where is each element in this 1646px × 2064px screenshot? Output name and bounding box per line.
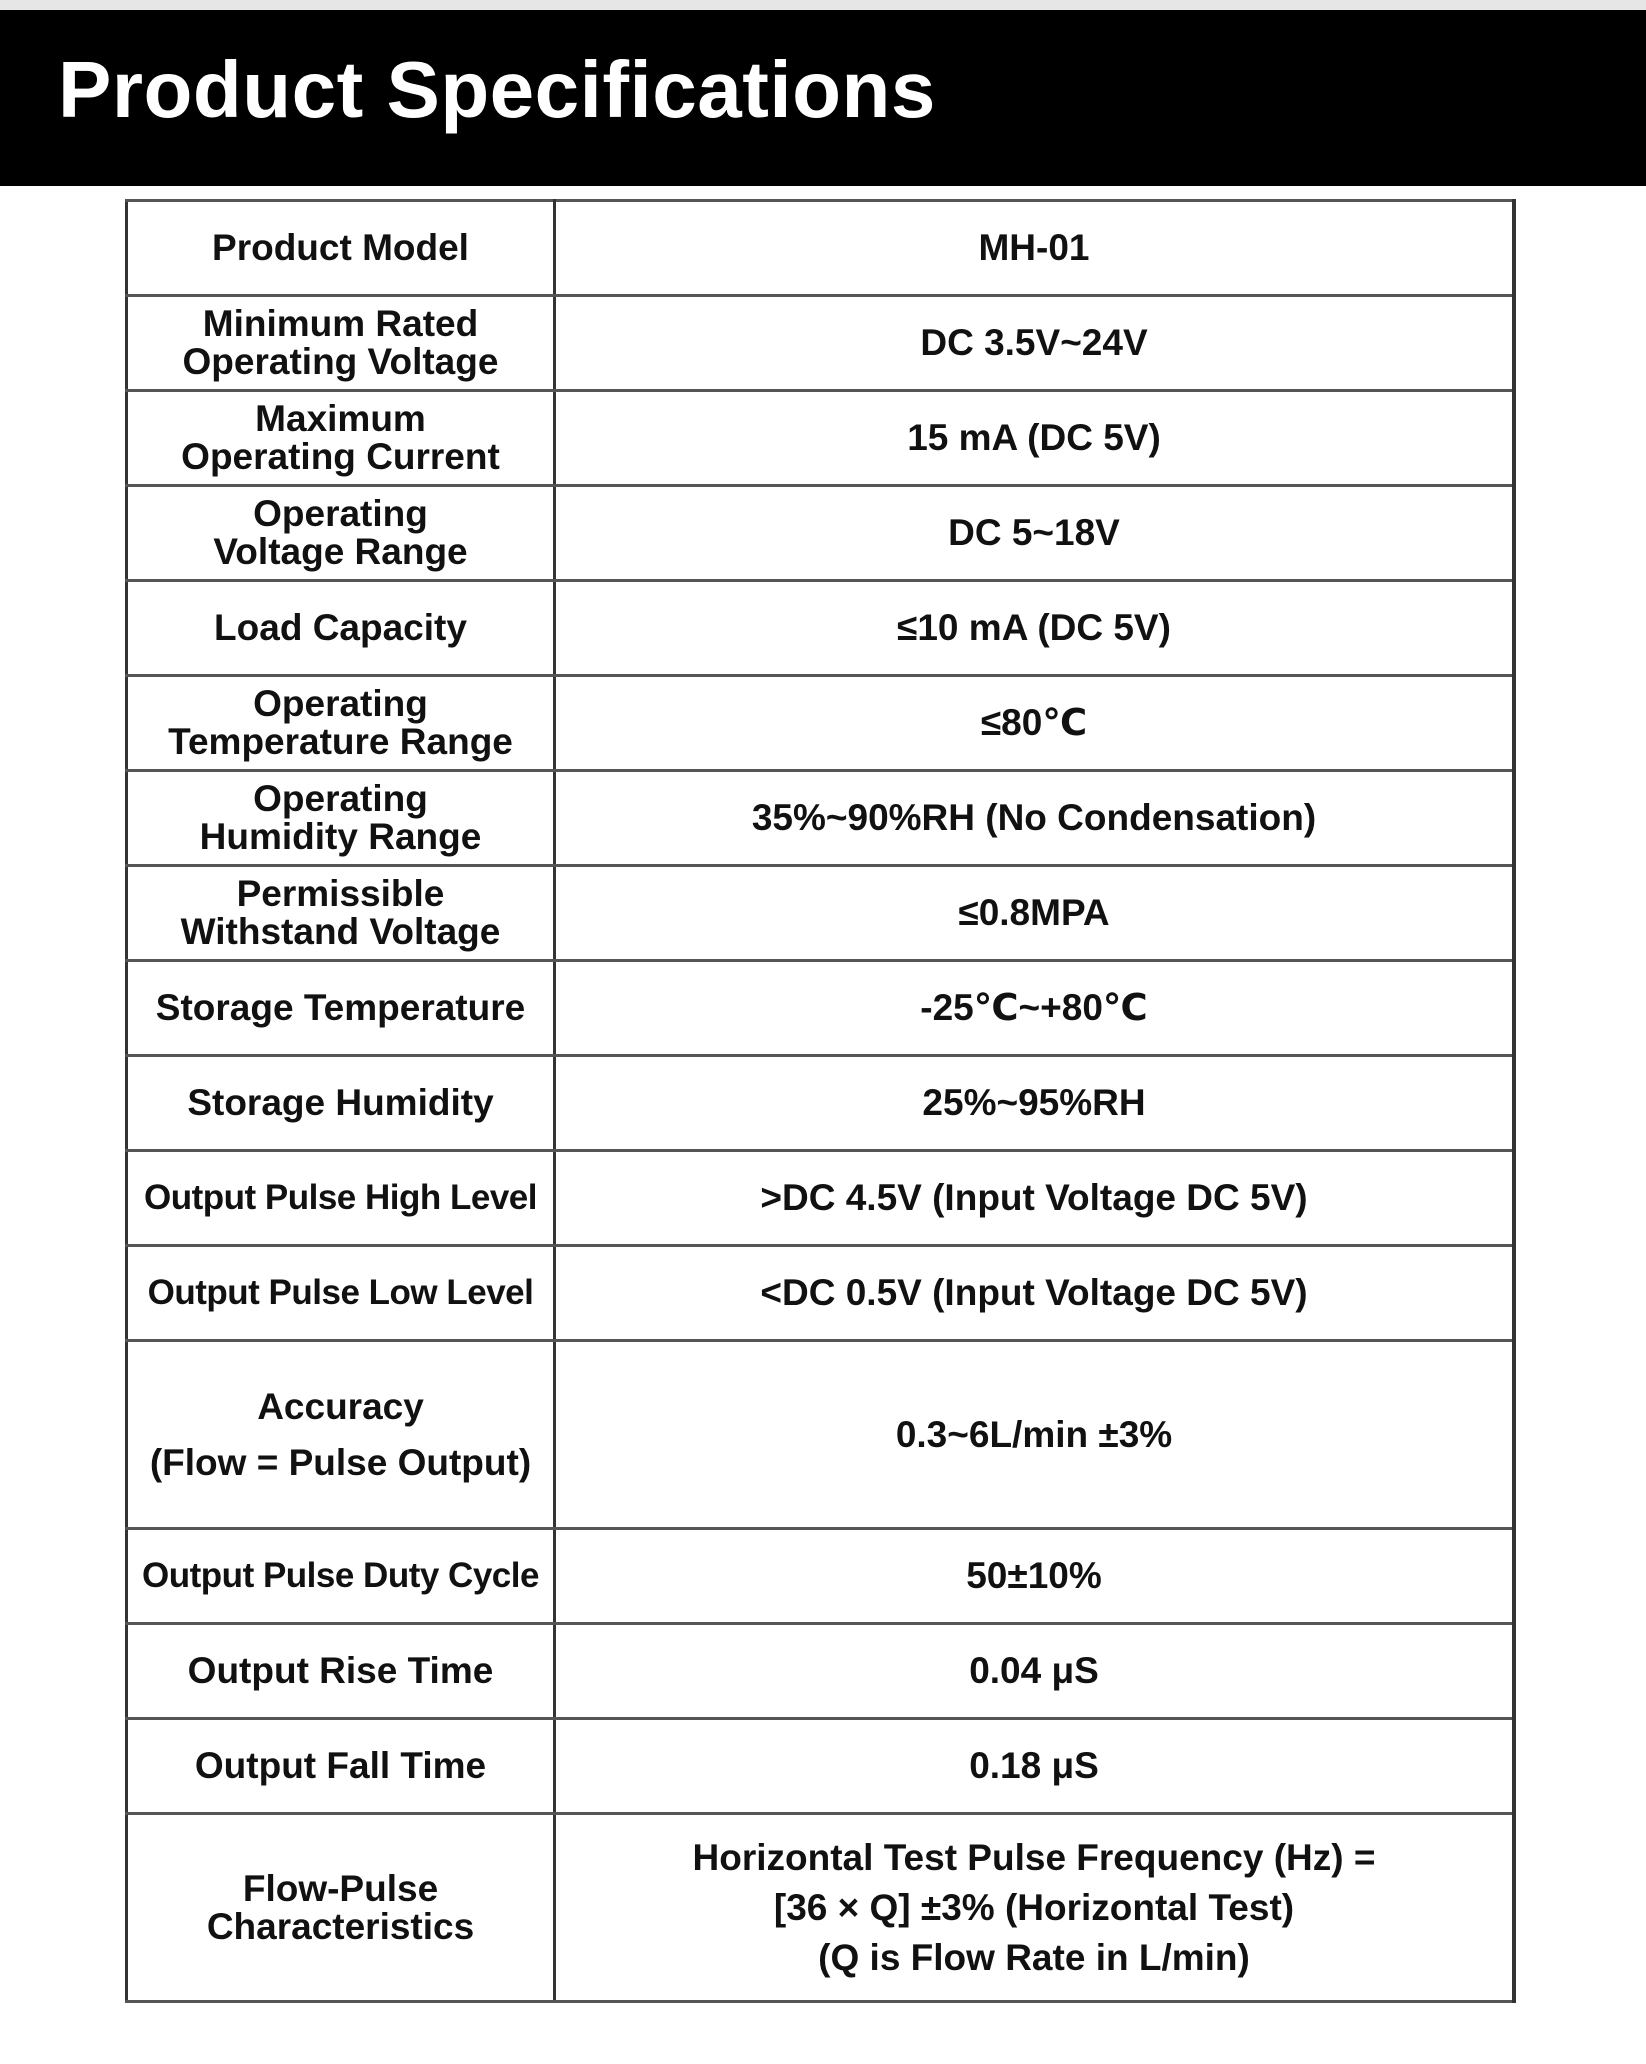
spec-table [125, 199, 1516, 2003]
table-row [127, 1814, 1515, 2002]
spec-value: 15 mA (DC 5V) [555, 391, 1515, 486]
spec-label: Operating Humidity Range [127, 771, 555, 866]
page-title: Product Specifications [58, 45, 936, 134]
spec-label: Maximum Operating Current [127, 391, 555, 486]
table-row [127, 1246, 1515, 1341]
spec-label: Load Capacity [127, 581, 555, 676]
spec-value: ≤80℃ [555, 676, 1515, 771]
table-row [127, 1529, 1515, 1624]
spec-value: -25℃~+80℃ [555, 961, 1515, 1056]
spec-value: DC 3.5V~24V [555, 296, 1515, 391]
table-row [127, 1341, 1515, 1529]
table-row [127, 1719, 1515, 1814]
spec-label: Flow-Pulse Characteristics [127, 1814, 555, 2002]
table-row [127, 961, 1515, 1056]
spec-value: 35%~90%RH (No Condensation) [555, 771, 1515, 866]
table-row [127, 486, 1515, 581]
spec-value: 50±10% [555, 1529, 1515, 1624]
spec-label: Permissible Withstand Voltage [127, 866, 555, 961]
spec-value: ≤10 mA (DC 5V) [555, 581, 1515, 676]
table-row [127, 866, 1515, 961]
spec-value: 0.04 μS [555, 1624, 1515, 1719]
top-strip [0, 0, 1646, 10]
spec-label: Output Pulse Low Level [127, 1246, 555, 1341]
spec-label: Product Model [127, 201, 555, 296]
table-row [127, 676, 1515, 771]
spec-value: Horizontal Test Pulse Frequency (Hz) = [36 × Q] ±3% (Horizontal Test) (Q is Flow Rate in L/min) [555, 1814, 1515, 2002]
table-row [127, 771, 1515, 866]
spec-label: Storage Temperature [127, 961, 555, 1056]
spec-label: Storage Humidity [127, 1056, 555, 1151]
spec-label: Output Rise Time [127, 1624, 555, 1719]
table-row [127, 201, 1515, 296]
spec-label: Operating Temperature Range [127, 676, 555, 771]
spec-label: Output Pulse Duty Cycle [127, 1529, 555, 1624]
spec-value: 0.3~6L/min ±3% [555, 1341, 1515, 1529]
spec-label: Output Fall Time [127, 1719, 555, 1814]
spec-label: Accuracy (Flow = Pulse Output) [127, 1341, 555, 1529]
spec-value: >DC 4.5V (Input Voltage DC 5V) [555, 1151, 1515, 1246]
table-row [127, 1151, 1515, 1246]
table-row [127, 1056, 1515, 1151]
spec-value: <DC 0.5V (Input Voltage DC 5V) [555, 1246, 1515, 1341]
table-row [127, 296, 1515, 391]
table-row [127, 581, 1515, 676]
table-row [127, 391, 1515, 486]
spec-value: 0.18 μS [555, 1719, 1515, 1814]
spec-value: MH-01 [555, 201, 1515, 296]
spec-label: Operating Voltage Range [127, 486, 555, 581]
spec-label: Output Pulse High Level [127, 1151, 555, 1246]
spec-value: ≤0.8MPA [555, 866, 1515, 961]
spec-value: DC 5~18V [555, 486, 1515, 581]
spec-value: 25%~95%RH [555, 1056, 1515, 1151]
table-row [127, 1624, 1515, 1719]
spec-label: Minimum Rated Operating Voltage [127, 296, 555, 391]
